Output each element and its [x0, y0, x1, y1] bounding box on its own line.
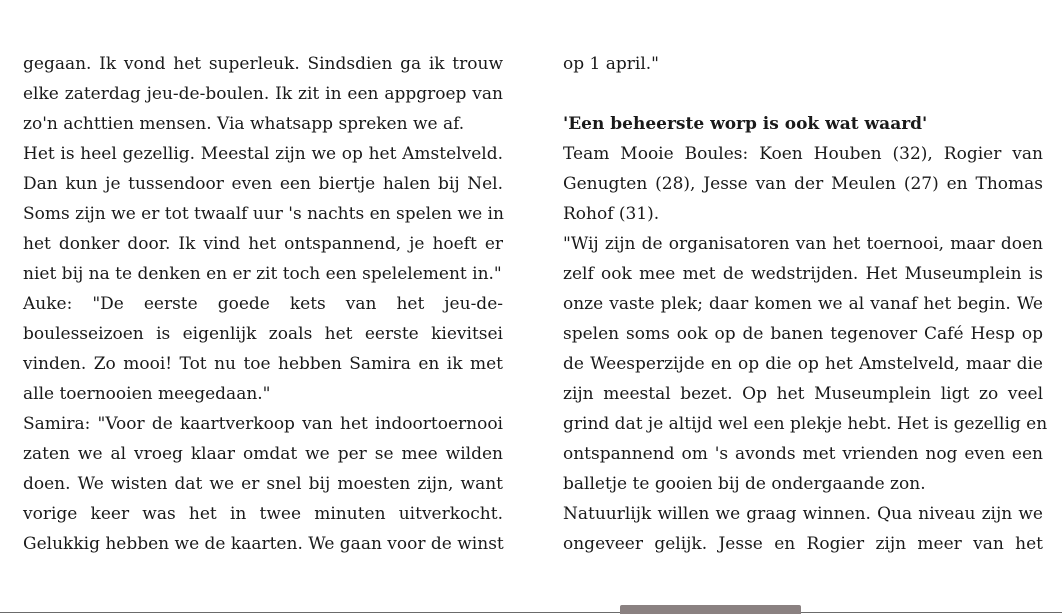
- text-line: ongeveer gelijk. Jesse en Rogier zijn meer van het: [563, 534, 1043, 554]
- text-line: alle toernooien meegedaan.": [23, 384, 271, 404]
- article-column-right: [563, 49, 1048, 559]
- text-line: ontspannend om 's avonds met vrienden nog even een: [563, 444, 1043, 464]
- text-line: "Wij zijn de organisatoren van het toernooi, maar doen: [563, 234, 1043, 254]
- text-line: Gelukkig hebben we de kaarten. We gaan voor de winst: [23, 534, 504, 554]
- text-line: Soms zijn we er tot twaalf uur 's nachts en spelen we in: [23, 204, 504, 224]
- horizontal-scrollbar-thumb[interactable]: [620, 605, 801, 614]
- text-line: vorige keer was het in twee minuten uitverkocht.: [23, 504, 503, 524]
- text-line: zaten we al vroeg klaar omdat we per se mee wilden: [23, 444, 503, 464]
- text-line: Rohof (31).: [563, 204, 660, 224]
- text-line: de Weesperzijde en op die op het Amstelveld, maar die: [563, 354, 1043, 374]
- text-line: Genugten (28), Jesse van der Meulen (27) en Thomas: [563, 174, 1043, 194]
- text-line: Dan kun je tussendoor even een biertje halen bij Nel.: [23, 174, 503, 194]
- text-line: het donker door. Ik vind het ontspannend, je hoeft er: [23, 234, 503, 254]
- text-line: op 1 april.": [563, 54, 659, 74]
- text-line: niet bij na te denken en er zit toch een spelelement in.": [23, 264, 502, 284]
- text-line: Samira: "Voor de kaartverkoop van het indoortoernooi: [23, 414, 503, 434]
- text-line: Auke: "De eerste goede kets van het jeu-de-: [23, 294, 503, 314]
- text-line: Het is heel gezellig. Meestal zijn we op het Amstelveld.: [23, 144, 503, 164]
- text-line: elke zaterdag jeu-de-boulen. Ik zit in een appgroep van: [23, 84, 503, 104]
- text-line: balletje te gooien bij de ondergaande zon.: [563, 474, 926, 494]
- text-line: onze vaste plek; daar komen we al vanaf het begin. We: [563, 294, 1043, 314]
- text-line: grind dat je altijd wel een plekje hebt. Het is gezellig en: [563, 414, 1048, 434]
- text-line: spelen soms ook op de banen tegenover Café Hesp op: [563, 324, 1043, 344]
- text-line: Natuurlijk willen we graag winnen. Qua niveau zijn we: [563, 504, 1043, 524]
- article-column-left: [23, 49, 503, 559]
- text-line: gegaan. Ik vond het superleuk. Sindsdien ga ik trouw: [23, 54, 503, 74]
- text-line: zelf ook mee met de wedstrijden. Het Museumplein is: [563, 264, 1043, 284]
- text-line: zo'n achttien mensen. Via whatsapp spreken we af.: [23, 114, 465, 134]
- text-line: vinden. Zo mooi! Tot nu toe hebben Samira en ik met: [23, 354, 503, 374]
- text-line: boulesseizoen is eigenlijk zoals het eerste kievitsei: [23, 324, 503, 344]
- paragraph-spacer: [563, 79, 1043, 109]
- text-line: doen. We wisten dat we er snel bij moesten zijn, want: [23, 474, 503, 494]
- page-bottom-divider: [0, 612, 1062, 613]
- text-line: Team Mooie Boules: Koen Houben (32), Rogier van: [563, 144, 1043, 164]
- text-line: zijn meestal bezet. Op het Museumplein ligt zo veel: [563, 384, 1043, 404]
- section-heading: 'Een beheerste worp is ook wat waard': [563, 114, 928, 134]
